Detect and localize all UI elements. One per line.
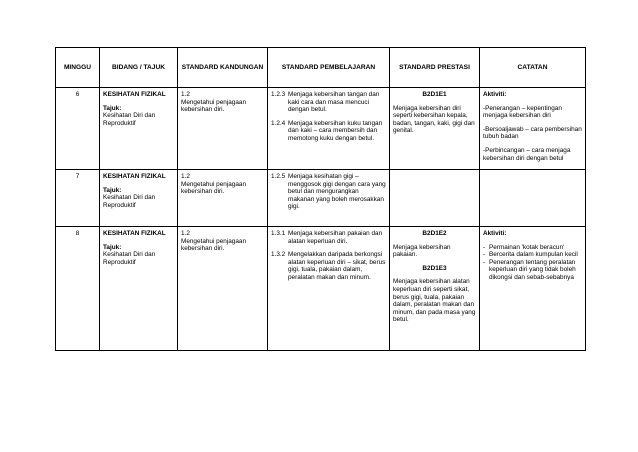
standard-kandungan-cell	[178, 170, 268, 227]
week-number: 7	[56, 170, 100, 227]
tajuk-label: Tajuk:	[103, 186, 122, 194]
tajuk-label: Tajuk:	[103, 243, 122, 251]
standard-pembelajaran-cell	[268, 170, 390, 227]
sp-item: 1.2.4 Menjaga kebersihan kuku tangan dan kaki – cara membersih dan memotong kuku dengan betul.	[271, 119, 383, 142]
table-row	[56, 88, 586, 170]
prestasi-text: Menjaga kebersihan diri seperti kebersihan kepala, badan, tangan, kaki, gigi dan genital.	[393, 104, 475, 135]
sk-code: 1.2	[181, 173, 190, 180]
standard-kandungan-cell	[178, 88, 268, 170]
bidang-cell	[100, 88, 178, 170]
standard-pembelajaran-cell	[268, 227, 390, 351]
week-number: 8	[56, 227, 100, 351]
catatan-cell	[480, 88, 586, 170]
prestasi-code: B2D1E1	[422, 91, 447, 98]
catatan-cell	[480, 170, 586, 227]
header-standard-kandungan: STANDARD KANDUNGAN	[178, 48, 268, 88]
sp-item: 1.3.1 Menjaga kebersihan pakaian dan alatan keperluan diri.	[271, 230, 383, 245]
tajuk-text: Kesihatan Diri dan Reproduktif	[103, 112, 156, 127]
bidang-title: KESIHATAN FIZIKAL	[103, 91, 166, 98]
bidang-cell	[100, 170, 178, 227]
prestasi-text: Menjaga kebersihan pakaian.	[393, 243, 451, 259]
standard-prestasi-cell	[390, 227, 480, 351]
catatan-item: -Penerangan – kepentingan menjaga kebersihan diri	[483, 104, 562, 120]
tajuk-text: Kesihatan Diri dan Reproduktif	[103, 251, 156, 266]
standard-kandungan-cell	[178, 227, 268, 351]
catatan-item: - Bercerita dalam kumpulan kecil	[483, 251, 578, 259]
header-catatan: CATATAN	[480, 48, 586, 88]
catatan-item: -Bersoaljawab – cara pembersihan tubuh badan	[483, 125, 582, 141]
tajuk-text: Kesihatan Diri dan Reproduktif	[103, 194, 156, 209]
sp-item: 1.2.5 Menjaga kesihatan gigi – menggosok gigi dengan cara yang betul dan mengurangkan makanan yang boleh merosakkan gigi.	[271, 173, 386, 211]
standard-prestasi-cell	[390, 88, 480, 170]
catatan-item: - Penerangan tentang peralatan keperluan diri yang tidak boleh dikongsi dan sebab-sebabnya	[483, 258, 576, 281]
catatan-cell	[480, 227, 586, 351]
sk-code: 1.2	[181, 230, 190, 237]
bidang-title: KESIHATAN FIZIKAL	[103, 173, 166, 180]
header-row	[56, 48, 586, 88]
week-number: 6	[56, 88, 100, 170]
catatan-item: -Perbincangan – cara menjaga kebersihan diri dengan betul	[483, 146, 571, 162]
sk-code: 1.2	[181, 91, 190, 98]
catatan-title: Aktiviti:	[483, 230, 507, 237]
header-bidang: BIDANG / TAJUK	[100, 48, 178, 88]
standard-prestasi-cell	[390, 170, 480, 227]
sk-text: Mengetahui penjagaan kebersihan diri.	[181, 237, 247, 253]
prestasi-code: B2D1E2	[422, 230, 447, 237]
sk-text: Mengetahui penjagaan kebersihan diri.	[181, 180, 247, 196]
sp-item: 1.3.2 Mengelakkan daripada berkongsi alatan keperluan diri – sikat, berus gigi, tuala, pakaian dalam, peralatan makan dan minum.	[271, 251, 386, 281]
header-standard-prestasi: STANDARD PRESTASI	[390, 48, 480, 88]
table-row	[56, 170, 586, 227]
header-standard-pembelajaran: STANDARD PEMBELAJARAN	[268, 48, 390, 88]
prestasi-code: B2D1E3	[422, 264, 447, 272]
lesson-plan-table	[55, 47, 586, 351]
header-minggu: MINGGU	[56, 48, 100, 88]
sk-text: Mengetahui penjagaan kebersihan diri.	[181, 98, 247, 114]
catatan-title: Aktiviti:	[483, 91, 507, 98]
sp-item: 1.2.3 Menjaga kebersihan tangan dan kaki cara dan masa mencuci dengan betul.	[271, 91, 380, 114]
prestasi-text: Menjaga kebersihan alatan keperluan diri seperti sikat, berus gigi, tuala, pakaian dalam, peralatan makan dan minum, dan pada masa yang betul.	[393, 278, 476, 324]
catatan-item: - Permainan 'kotak beracun'	[483, 243, 565, 251]
bidang-title: KESIHATAN FIZIKAL	[103, 230, 166, 237]
standard-pembelajaran-cell	[268, 88, 390, 170]
bidang-cell	[100, 227, 178, 351]
tajuk-label: Tajuk:	[103, 104, 122, 112]
table-row	[56, 227, 586, 351]
